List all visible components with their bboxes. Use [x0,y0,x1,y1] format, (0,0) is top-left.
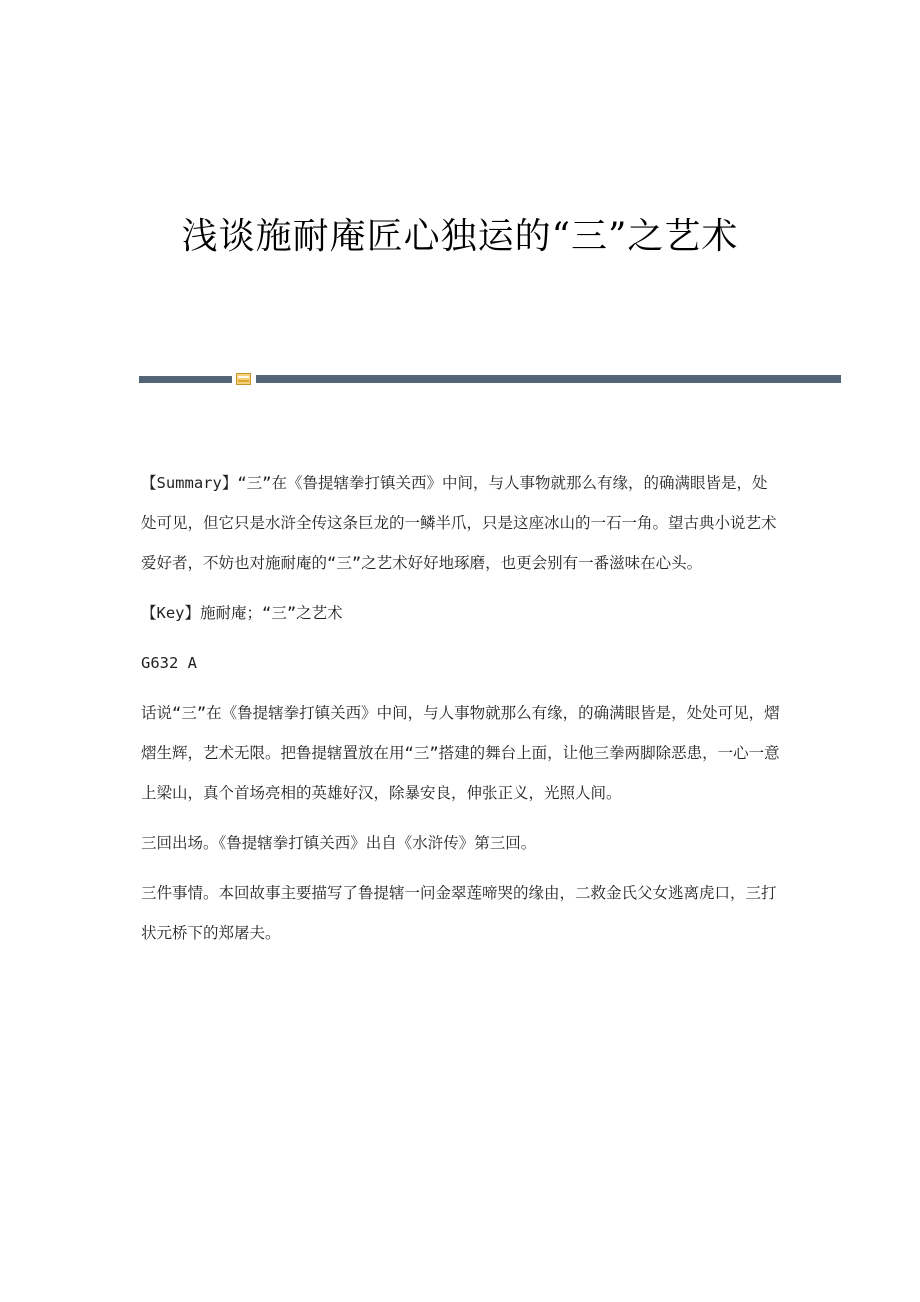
title-divider [139,371,841,387]
divider-bar-left [139,376,232,383]
divider-bar-right [256,375,841,383]
document-title: 浅谈施耐庵匠心独运的“三”之艺术 [181,216,739,257]
summary-paragraph: 【Summary】“三”在《鲁提辖拳打镇关西》中间，与人事物就那么有缘，的确满眼皆是，处处可见，但它只是水浒全传这条巨龙的一鳞半爪，只是这座冰山的一石一角。望古典小说艺术爱好者，不妨也对施耐庵的“三”之艺术好好地琢磨，也更会别有一番滋味在心头。 [141,474,777,572]
body-paragraph: 三回出场。《鲁提辖拳打镇关西》出自《水浒传》第三回。 [141,834,537,852]
keywords-paragraph: 【Key】施耐庵；“三”之艺术 [141,604,343,622]
divider-emblem-icon [236,373,251,385]
body-paragraph: 话说“三”在《鲁提辖拳打镇关西》中间，与人事物就那么有缘，的确满眼皆是，处处可见，熠熠生辉，艺术无限。把鲁提辖置放在用“三”搭建的舞台上面，让他三拳两脚除恶患，一心一意上梁山，真个首场亮相的英雄好汉，除暴安良，伸张正义，光照人间。 [141,704,780,802]
body-paragraph: 三件事情。本回故事主要描写了鲁提辖一问金翠莲啼哭的缘由，二救金氏父女逃离虎口，三打状元桥下的郑屠夫。 [141,884,777,942]
classification-code: G632 A [141,654,197,672]
document-body [141,463,781,953]
